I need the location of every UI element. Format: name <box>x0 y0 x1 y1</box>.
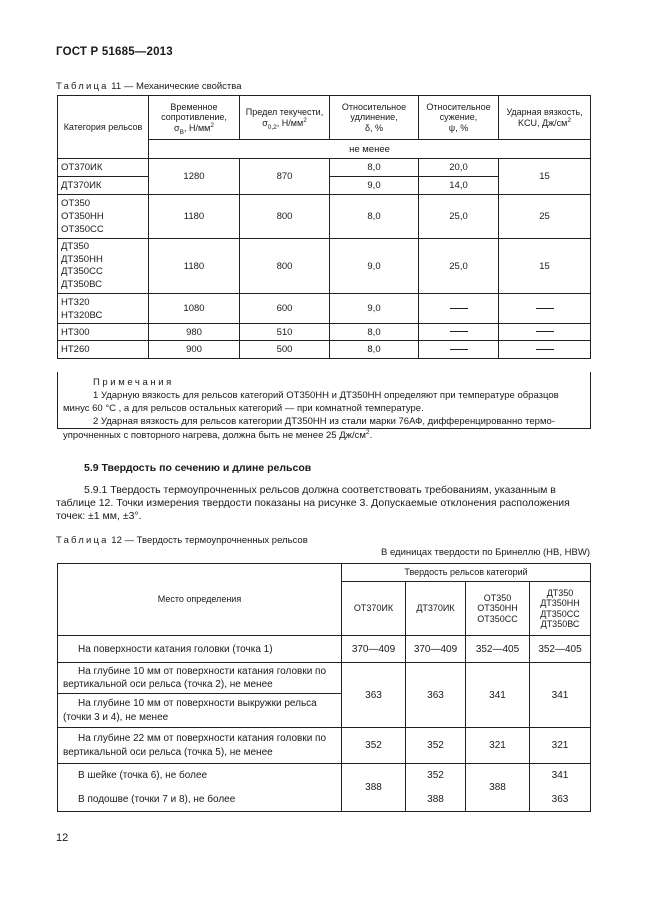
t11-strength: 1180 <box>149 195 240 239</box>
table-row <box>58 341 591 359</box>
section-paragraph-line-2: таблице 12. Точки измерения твердости показаны на рисунке 3. Допускаемые отклонения расположения <box>56 497 570 509</box>
t12-value: 370—409 <box>406 636 466 663</box>
t12-value: 388 <box>466 764 530 812</box>
table11-caption-number: 11 <box>111 81 122 92</box>
page-number: 12 <box>56 832 69 844</box>
t12-value: 388 <box>342 764 406 812</box>
table12-units: В единицах твердости по Бринеллю (НВ, HBW) <box>380 547 590 558</box>
t11-narrowing: 25,0 <box>419 195 499 239</box>
t11-header-impact: Ударная вязкость, KCU, $Дж/см^2$ <box>499 96 591 140</box>
notes-title: Примечания <box>93 377 174 388</box>
table12-caption-text: — Твердость термоупрочненных рельсов <box>124 535 308 546</box>
t12-value: 352 <box>342 728 406 764</box>
t11-header-narrowing: Относительное сужение, ψ, % <box>419 96 499 140</box>
table-row <box>58 294 591 324</box>
t11-yield: 800 <box>240 195 330 239</box>
document-id: ГОСТ Р 51685—2013 <box>56 46 173 58</box>
t12-value: 370—409 <box>342 636 406 663</box>
table-row <box>58 324 591 341</box>
t11-elongation: 8,0 <box>330 195 419 239</box>
t11-strength: 1280 <box>149 159 240 195</box>
t11-yield: 800 <box>240 239 330 294</box>
t12-value: 352 <box>406 728 466 764</box>
t12-place: На глубине 22 мм от поверхности катания головки по вертикальной оси рельса (точка 5), не менее <box>58 728 342 764</box>
t12-header-place: Место определения <box>58 564 342 636</box>
t11-header-strength: Временное сопротивление, $\sigma_В$, $Н/мм^2$ <box>149 96 240 140</box>
t12-value: 352—405 <box>530 636 591 663</box>
t11-yield: 510 <box>240 324 330 341</box>
t12-place: На глубине 10 мм от поверхности выкружки рельса (точки 3 и 4), не менее <box>58 694 342 728</box>
section-title: 5.9 Твердость по сечению и длине рельсов <box>84 462 312 474</box>
t12-header-c1: ОТ370ИК <box>342 582 406 636</box>
section-paragraph-line-3: точек: ±1 мм, ±3°. <box>56 510 142 522</box>
t11-header-category: Категория рельсов <box>58 96 149 159</box>
t11-narrowing <box>419 324 499 341</box>
t11-yield: 870 <box>240 159 330 195</box>
t11-narrowing <box>419 294 499 324</box>
t11-impact: 15 <box>499 239 591 294</box>
table11-notes <box>57 372 591 441</box>
t11-category: ОТ350 ОТ350НН ОТ350СС <box>58 195 149 239</box>
t11-category: НТ260 <box>58 341 149 359</box>
table-row <box>58 728 591 764</box>
t12-value: 321 <box>530 728 591 764</box>
table11-caption-text: — Механические свойства <box>123 81 242 92</box>
table12-caption-number: 12 <box>111 535 122 546</box>
t12-header-c2: ДТ370ИК <box>406 582 466 636</box>
table-row <box>58 764 591 788</box>
t11-not-less: не менее <box>149 140 591 159</box>
t12-value: 321 <box>466 728 530 764</box>
t11-impact: 15 <box>499 159 591 195</box>
t11-impact: 25 <box>499 195 591 239</box>
t11-yield: 500 <box>240 341 330 359</box>
table12 <box>57 563 591 812</box>
t12-value: 363 <box>530 788 591 812</box>
t11-header-elongation: Относительное удлинение, δ, % <box>330 96 419 140</box>
t11-elongation: 8,0 <box>330 159 419 177</box>
t11-elongation: 9,0 <box>330 294 419 324</box>
note-1-line-2: минус 60 °С , а для рельсов остальных категорий — при комнатной температуре. <box>63 403 424 414</box>
t11-elongation: 9,0 <box>330 239 419 294</box>
table12-caption <box>56 535 308 546</box>
t11-narrowing: 25,0 <box>419 239 499 294</box>
t11-category: ОТ370ИК <box>58 159 149 177</box>
t11-strength: 1080 <box>149 294 240 324</box>
t11-category: НТ300 <box>58 324 149 341</box>
t11-category: ДТ350 ДТ350НН ДТ350СС ДТ350ВС <box>58 239 149 294</box>
t12-place: На глубине 10 мм от поверхности катания головки по вертикальной оси рельса (точка 2), не менее <box>58 663 342 694</box>
table11-caption <box>56 81 242 92</box>
table12-caption-word: Таблица <box>56 535 109 546</box>
t11-narrowing <box>419 341 499 359</box>
t12-value: 363 <box>342 663 406 728</box>
t11-strength: 980 <box>149 324 240 341</box>
section-paragraph-line-1: 5.9.1 Твердость термоупрочненных рельсов должна соответствовать требованиям, указанным в <box>84 484 556 496</box>
t11-strength: 1180 <box>149 239 240 294</box>
table-row <box>58 636 591 663</box>
t12-header-c3: ОТ350 ОТ350НН ОТ350СС <box>466 582 530 636</box>
t12-place: На поверхности катания головки (точка 1) <box>58 636 342 663</box>
table11-caption-word: Таблица <box>56 81 109 92</box>
t12-header-group: Твердость рельсов категорий <box>342 564 591 582</box>
t11-impact <box>499 341 591 359</box>
t11-narrowing: 20,0 <box>419 159 499 177</box>
t12-value: 388 <box>406 788 466 812</box>
t12-value: 352—405 <box>466 636 530 663</box>
t11-elongation: 8,0 <box>330 341 419 359</box>
table-row <box>58 239 591 294</box>
t12-value: 341 <box>530 764 591 788</box>
t11-category: НТ320 НТ320ВС <box>58 294 149 324</box>
t11-header-yield: Предел текучести, $\sigma_{0,2}$, $Н/мм^2$ <box>240 96 330 140</box>
t11-impact <box>499 294 591 324</box>
t12-value: 363 <box>406 663 466 728</box>
t11-strength: 900 <box>149 341 240 359</box>
t11-elongation: 8,0 <box>330 324 419 341</box>
t11-impact <box>499 324 591 341</box>
table11 <box>57 95 591 359</box>
t12-value: 352 <box>406 764 466 788</box>
t12-header-c4: ДТ350 ДТ350НН ДТ350СС ДТ350ВС <box>530 582 591 636</box>
note-1-line-1: 1 Ударную вязкость для рельсов категорий ОТ350НН и ДТ350НН определяют при температуре образцов <box>93 390 559 401</box>
table-row <box>58 663 591 694</box>
t12-place: В шейке (точка 6), не более <box>58 764 342 788</box>
table-row <box>58 195 591 239</box>
t11-narrowing: 14,0 <box>419 177 499 195</box>
t11-yield: 600 <box>240 294 330 324</box>
note-2: 2 Ударная вязкость для рельсов категории ДТ350НН из стали марки 76АФ, дифференцированно термо- упрочненных с повторного нагрева, должна быть не менее 25 $Дж/см^2$. <box>63 416 555 441</box>
t11-category: ДТ370ИК <box>58 177 149 195</box>
t11-elongation: 9,0 <box>330 177 419 195</box>
t12-value: 341 <box>530 663 591 728</box>
t12-place: В подошве (точки 7 и 8), не более <box>58 788 342 812</box>
table-row <box>58 159 591 177</box>
t12-value: 341 <box>466 663 530 728</box>
